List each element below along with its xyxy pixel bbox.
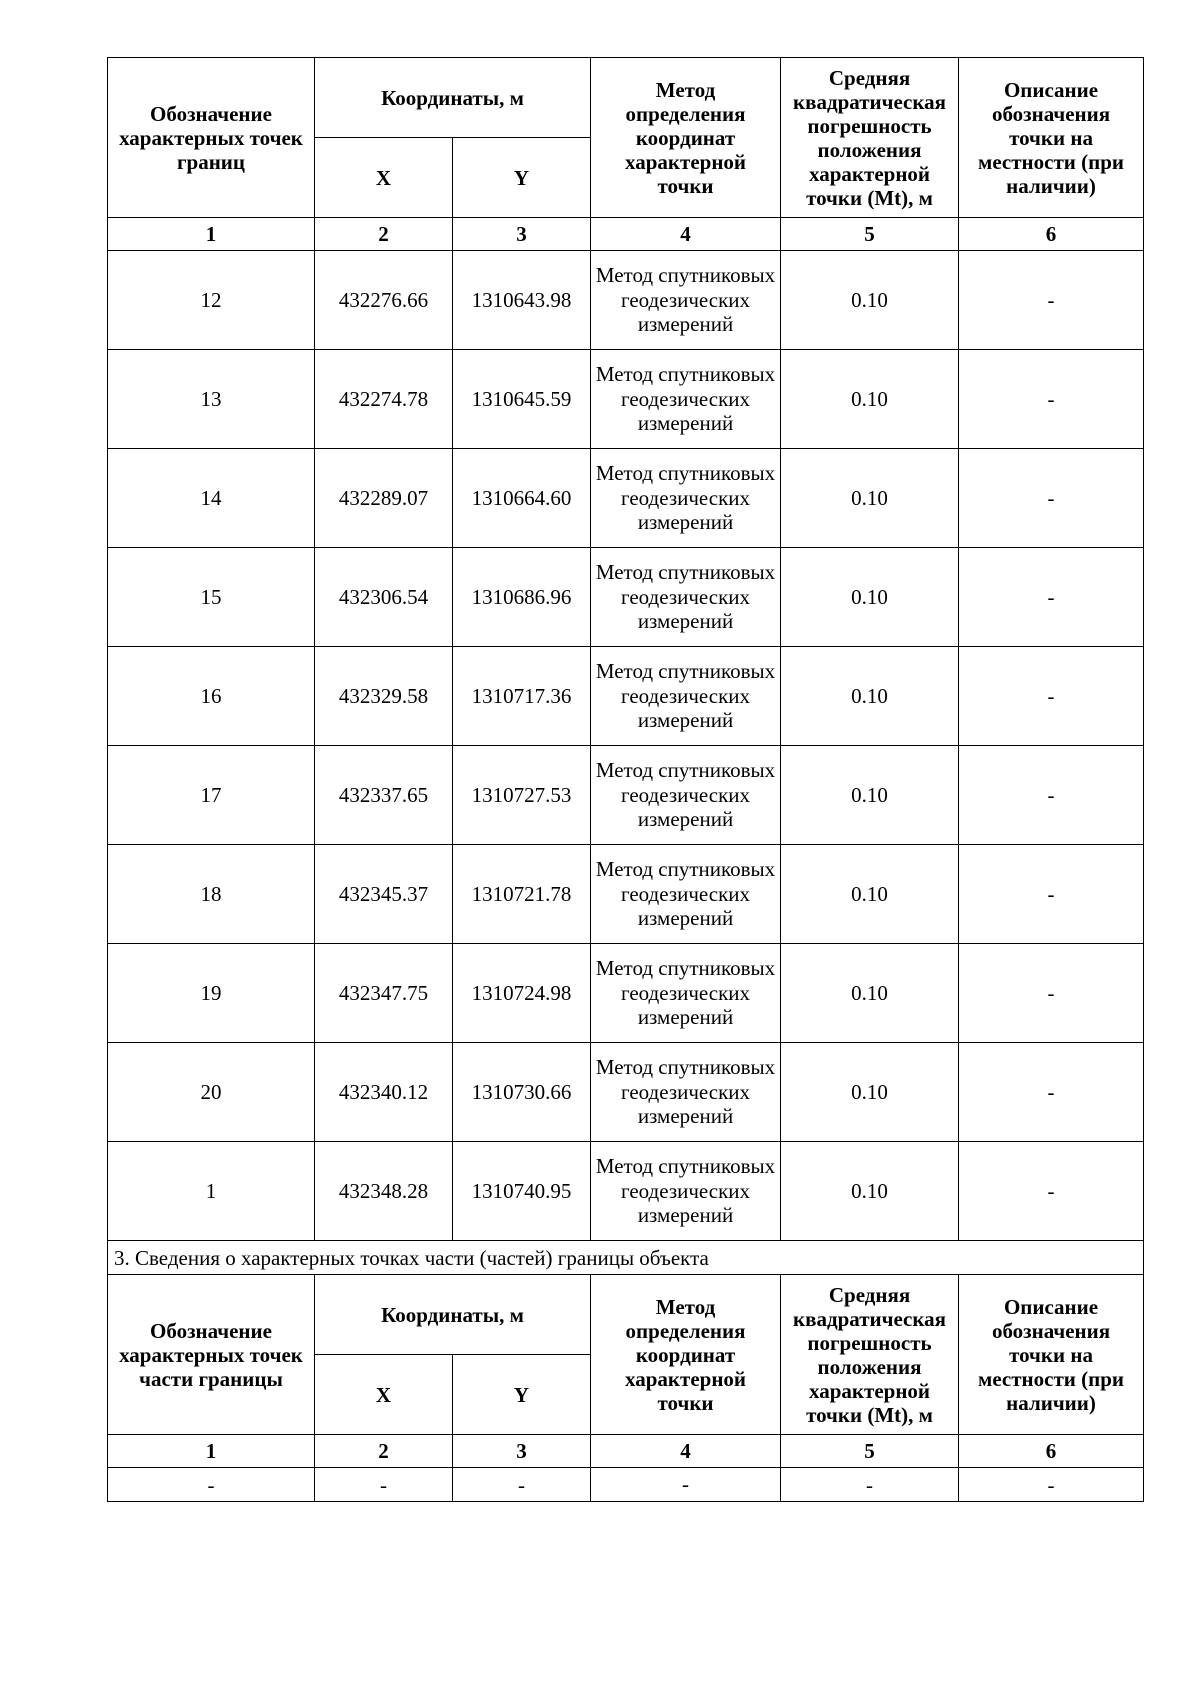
cell-y: 1310721.78 — [453, 845, 591, 944]
cell-x: - — [315, 1468, 453, 1502]
column-number: 6 — [959, 1435, 1144, 1468]
cell-x: 432345.37 — [315, 845, 453, 944]
cell-x: 432306.54 — [315, 548, 453, 647]
cell-point: 19 — [108, 944, 315, 1043]
cell-method: Метод спутниковых геодезических измерений — [591, 1043, 781, 1142]
cell-y: 1310717.36 — [453, 647, 591, 746]
cell-method: Метод спутниковых геодезических измерений — [591, 548, 781, 647]
cell-x: 432340.12 — [315, 1043, 453, 1142]
header-x: X — [315, 1355, 453, 1435]
cell-y: 1310724.98 — [453, 944, 591, 1043]
header-coordinates: Координаты, м — [315, 58, 591, 138]
cell-y: 1310664.60 — [453, 449, 591, 548]
column-number: 4 — [591, 1435, 781, 1468]
cell-y: - — [453, 1468, 591, 1502]
cell-description: - — [959, 746, 1144, 845]
cell-error: - — [781, 1468, 959, 1502]
header-method: Метод определения координат характерной точки — [591, 58, 781, 218]
boundary-points-table — [107, 57, 1144, 1502]
column-number: 4 — [591, 218, 781, 251]
cell-method: - — [591, 1468, 781, 1502]
cell-method: Метод спутниковых геодезических измерений — [591, 350, 781, 449]
cell-description: - — [959, 251, 1144, 350]
table-row — [108, 1043, 1144, 1142]
cell-error: 0.10 — [781, 1142, 959, 1241]
cell-description: - — [959, 944, 1144, 1043]
cell-method: Метод спутниковых геодезических измерений — [591, 845, 781, 944]
cell-y: 1310645.59 — [453, 350, 591, 449]
header-error: Средняя квадратическая погрешность положения характерной точки (Mt), м — [781, 58, 959, 218]
cell-method: Метод спутниковых геодезических измерений — [591, 746, 781, 845]
cell-point: 17 — [108, 746, 315, 845]
cell-x: 432276.66 — [315, 251, 453, 350]
cell-point: - — [108, 1468, 315, 1502]
column-number: 6 — [959, 218, 1144, 251]
cell-method: Метод спутниковых геодезических измерений — [591, 1142, 781, 1241]
header-y: Y — [453, 138, 591, 218]
cell-error: 0.10 — [781, 548, 959, 647]
header-method: Метод определения координат характерной точки — [591, 1275, 781, 1435]
cell-description: - — [959, 1043, 1144, 1142]
cell-description: - — [959, 647, 1144, 746]
cell-point: 20 — [108, 1043, 315, 1142]
column-number: 1 — [108, 218, 315, 251]
cell-error: 0.10 — [781, 944, 959, 1043]
cell-method: Метод спутниковых геодезических измерений — [591, 449, 781, 548]
cell-description: - — [959, 1468, 1144, 1502]
cell-error: 0.10 — [781, 350, 959, 449]
cell-point: 1 — [108, 1142, 315, 1241]
header-coordinates: Координаты, м — [315, 1275, 591, 1355]
cell-point: 16 — [108, 647, 315, 746]
cell-x: 432274.78 — [315, 350, 453, 449]
cell-description: - — [959, 548, 1144, 647]
cell-y: 1310740.95 — [453, 1142, 591, 1241]
section-3-title: 3. Сведения о характерных точках части (частей) границы объекта — [108, 1241, 1144, 1275]
cell-point: 18 — [108, 845, 315, 944]
table-row — [108, 746, 1144, 845]
column-number: 2 — [315, 218, 453, 251]
cell-x: 432337.65 — [315, 746, 453, 845]
cell-description: - — [959, 350, 1144, 449]
cell-description: - — [959, 1142, 1144, 1241]
table-row — [108, 1142, 1144, 1241]
cell-x: 432289.07 — [315, 449, 453, 548]
header-y: Y — [453, 1355, 591, 1435]
table-row — [108, 845, 1144, 944]
cell-method: Метод спутниковых геодезических измерений — [591, 944, 781, 1043]
cell-y: 1310727.53 — [453, 746, 591, 845]
cell-x: 432329.58 — [315, 647, 453, 746]
cell-error: 0.10 — [781, 449, 959, 548]
table-row — [108, 944, 1144, 1043]
cell-point: 13 — [108, 350, 315, 449]
column-number: 3 — [453, 218, 591, 251]
column-number: 3 — [453, 1435, 591, 1468]
column-numbers-row — [108, 1435, 1144, 1468]
cell-error: 0.10 — [781, 1043, 959, 1142]
cell-point: 15 — [108, 548, 315, 647]
header-point-designation: Обозначение характерных точек границ — [108, 58, 315, 218]
cell-description: - — [959, 845, 1144, 944]
column-number: 5 — [781, 1435, 959, 1468]
cell-error: 0.10 — [781, 746, 959, 845]
column-number: 2 — [315, 1435, 453, 1468]
cell-y: 1310730.66 — [453, 1043, 591, 1142]
header-error: Средняя квадратическая погрешность положения характерной точки (Mt), м — [781, 1275, 959, 1435]
header-point-designation: Обозначение характерных точек части границы — [108, 1275, 315, 1435]
cell-method: Метод спутниковых геодезических измерений — [591, 647, 781, 746]
cell-error: 0.10 — [781, 845, 959, 944]
column-numbers-row — [108, 218, 1144, 251]
table-row — [108, 548, 1144, 647]
cell-error: 0.10 — [781, 251, 959, 350]
header-description: Описание обозначения точки на местности (при наличии) — [959, 1275, 1144, 1435]
cell-y: 1310686.96 — [453, 548, 591, 647]
cell-point: 12 — [108, 251, 315, 350]
header-x: X — [315, 138, 453, 218]
table-row — [108, 647, 1144, 746]
cell-description: - — [959, 449, 1144, 548]
table-row — [108, 251, 1144, 350]
column-number: 1 — [108, 1435, 315, 1468]
header-description: Описание обозначения точки на местности (при наличии) — [959, 58, 1144, 218]
cell-y: 1310643.98 — [453, 251, 591, 350]
cell-error: 0.10 — [781, 647, 959, 746]
table-row — [108, 449, 1144, 548]
table-row — [108, 350, 1144, 449]
cell-method: Метод спутниковых геодезических измерений — [591, 251, 781, 350]
column-number: 5 — [781, 218, 959, 251]
cell-x: 432347.75 — [315, 944, 453, 1043]
cell-point: 14 — [108, 449, 315, 548]
cell-x: 432348.28 — [315, 1142, 453, 1241]
table-row — [108, 1468, 1144, 1502]
